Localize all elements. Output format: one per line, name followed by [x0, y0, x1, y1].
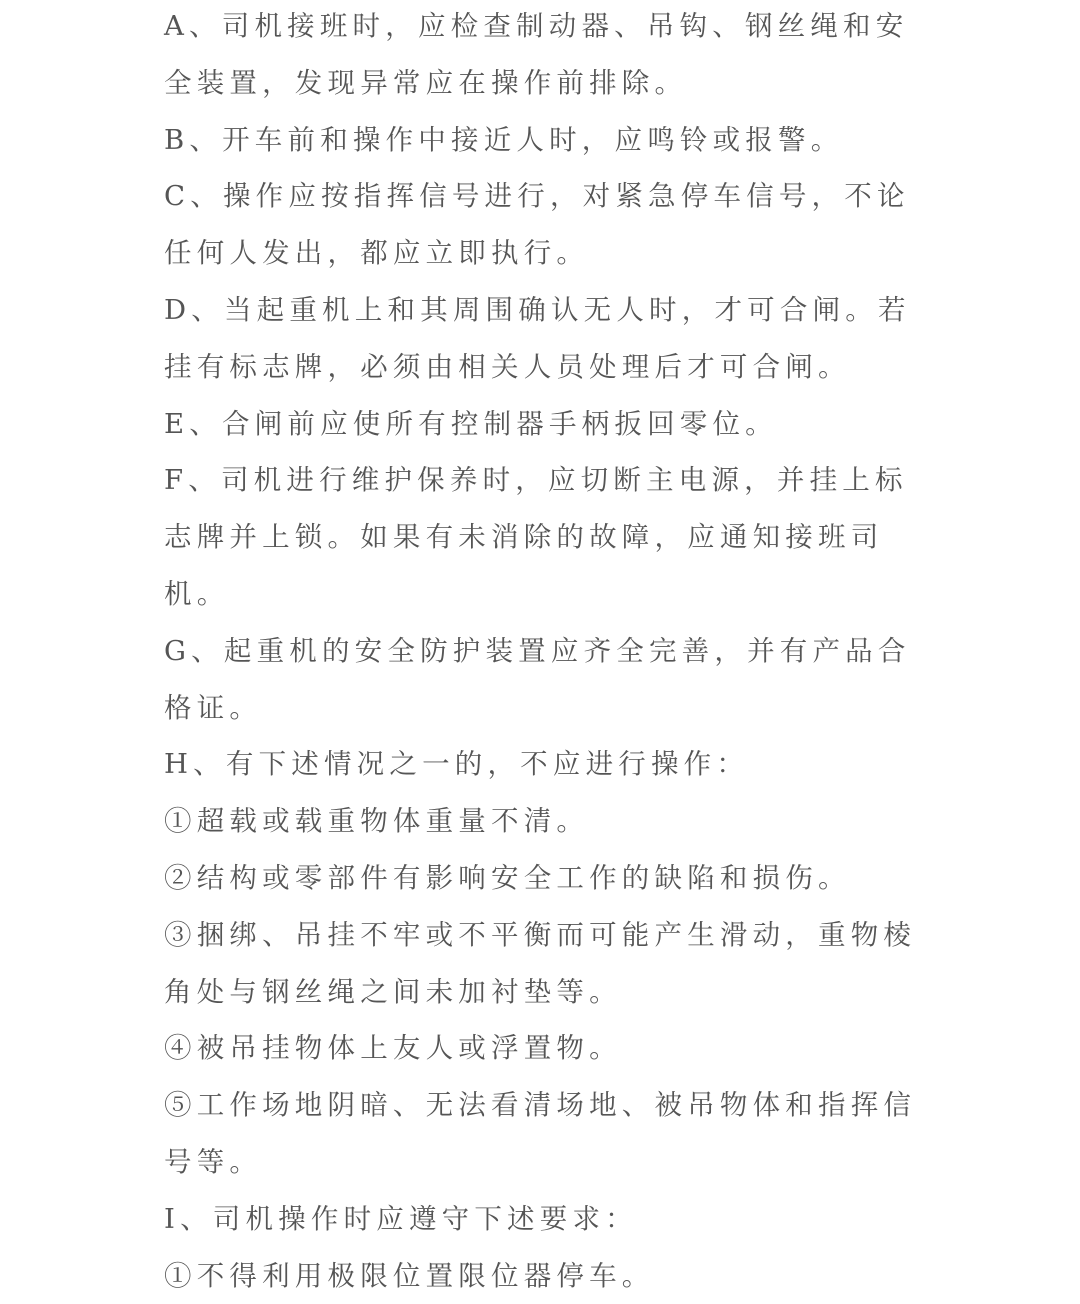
rule-h-item-1: ①超载或载重物体重量不清。: [164, 805, 590, 838]
rule-h: H、有下述情况之一的，不应进行操作：: [164, 748, 750, 781]
rule-b: B、开车前和操作中接近人时，应鸣铃或报警。: [164, 123, 844, 156]
rule-a: A、司机接班时，应检查制动器、吊钩、钢丝绳和安全装置，发现异常应在操作前排除。: [164, 10, 909, 99]
rule-h-item-5: ⑤工作场地阴暗、无法看清场地、被吊物体和指挥信号等。: [164, 1089, 917, 1178]
rule-i-item-1: ①不得利用极限位置限位器停车。: [164, 1259, 655, 1292]
rule-h-item-3: ③捆绑、吊挂不牢或不平衡而可能产生滑动，重物棱角处与钢丝绳之间未加衬垫等。: [164, 918, 917, 1008]
rule-h-item-4: ④被吊挂物体上友人或浮置物。: [164, 1032, 622, 1065]
rule-f: F、司机进行维护保养时，应切断主电源，并挂上标志牌并上锁。如果有未消除的故障，应通知接班司机。: [164, 464, 908, 610]
document-body: [164, 0, 924, 1304]
rule-h-item-2: ②结构或零部件有影响安全工作的缺陷和损伤。: [164, 861, 851, 894]
rule-g: G、起重机的安全防护装置应齐全完善，并有产品合格证。: [164, 634, 911, 724]
rule-e: E、合闸前应使所有控制器手柄扳回零位。: [164, 407, 778, 440]
rule-d: D、当起重机上和其周围确认无人时，才可合闸。若挂有标志牌，必须由相关人员处理后才可合闸。: [164, 293, 911, 383]
rule-c: C、操作应按指挥信号进行，对紧急停车信号，不论任何人发出，都应立即执行。: [164, 180, 910, 270]
rule-i: I、司机操作时应遵守下述要求：: [164, 1202, 638, 1235]
